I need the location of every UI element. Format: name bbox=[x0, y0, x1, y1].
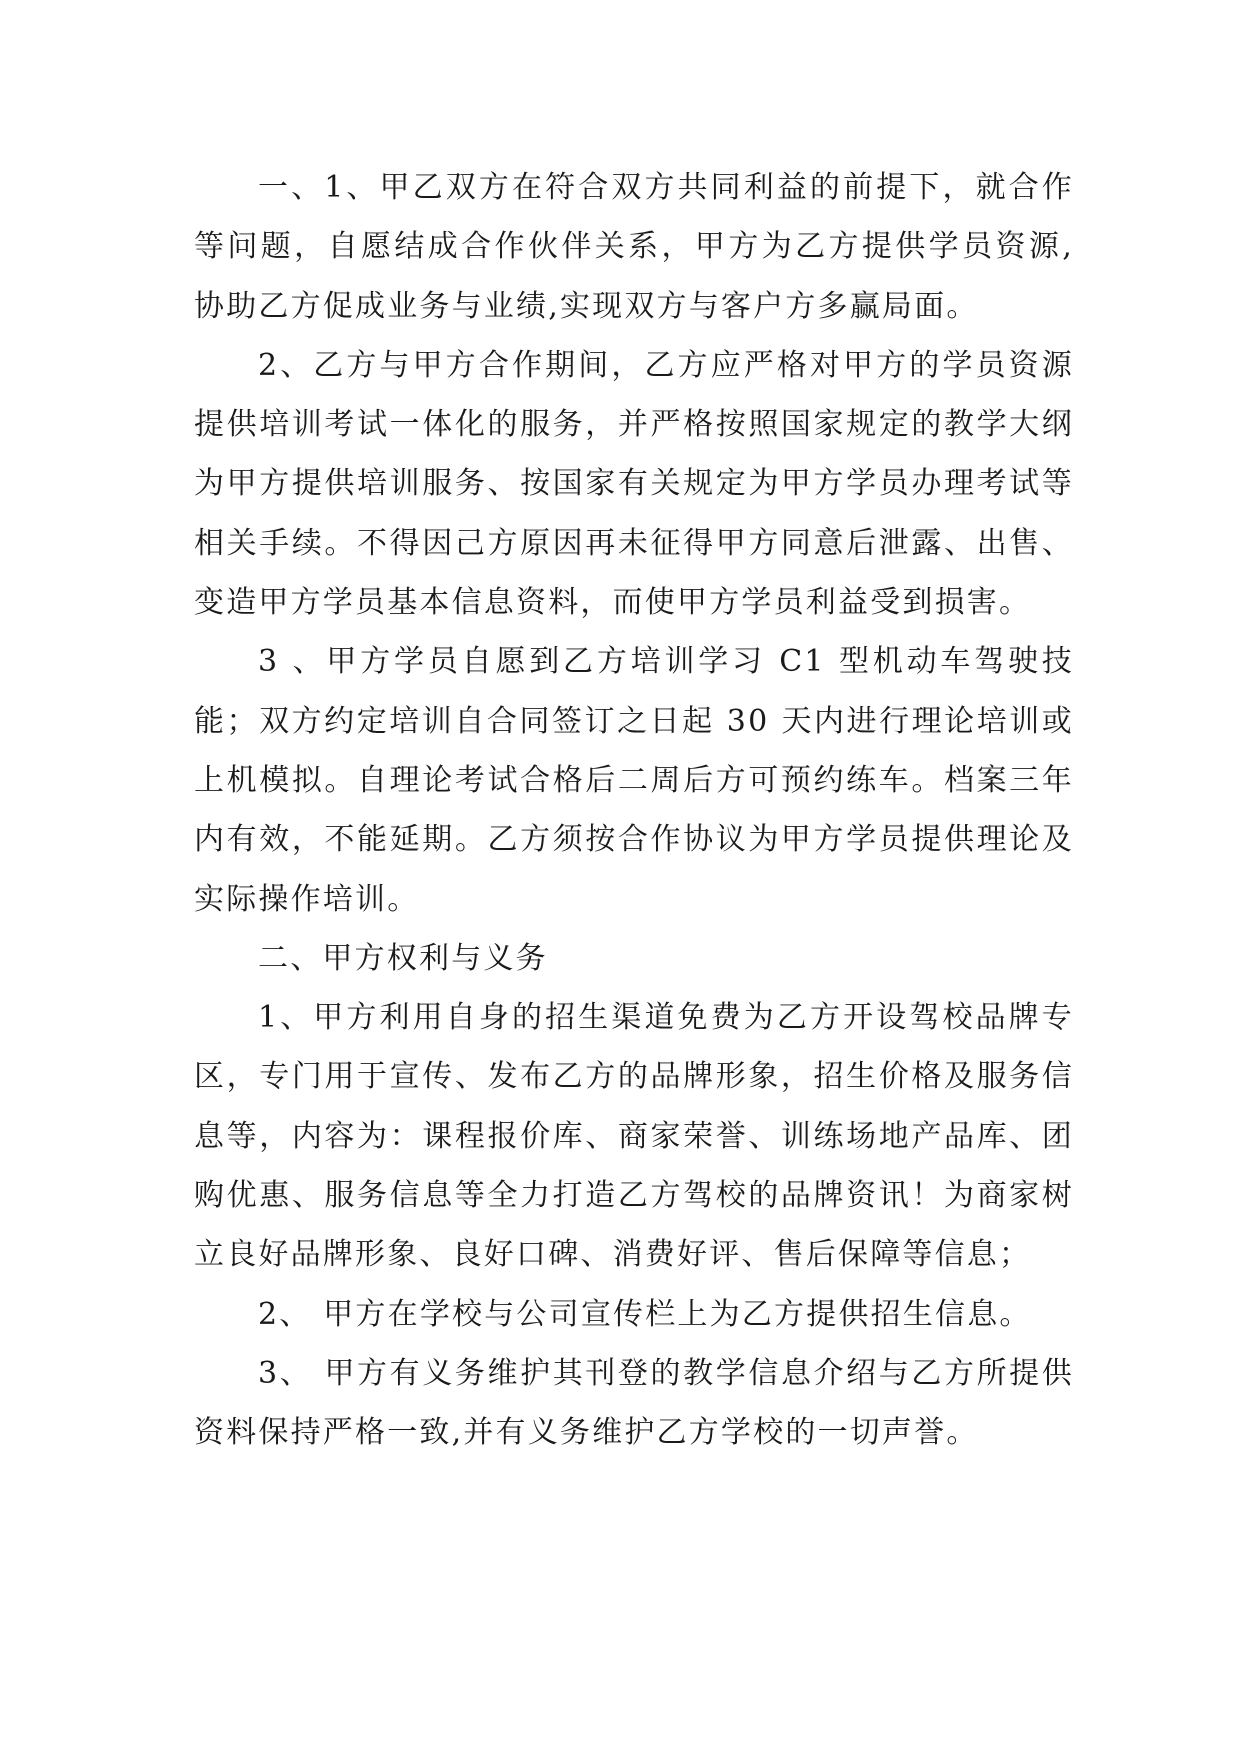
clause-1-1: 一、1、甲乙双方在符合双方共同利益的前提下，就合作等问题，自愿结成合作伙伴关系，甲方为乙方提供学员资源,协助乙方促成业务与业绩,实现双方与客户方多赢局面。 bbox=[194, 170, 1074, 324]
clause-1-2: 2、乙方与甲方合作期间，乙方应严格对甲方的学员资源提供培训考试一体化的服务，并严格按照国家规定的教学大纲为甲方提供培训服务、按国家有关规定为甲方学员办理考试等相关手续。不得因己方原因再未征得甲方同意后泄露、出售、变造甲方学员基本信息资料，而使甲方学员利益受到损害。 bbox=[194, 347, 1074, 621]
clause-2-2: 2、 甲方在学校与公司宣传栏上为乙方提供招生信息。 bbox=[258, 1296, 1032, 1332]
document-body bbox=[194, 158, 1074, 1463]
clause-2-3: 3、 甲方有义务维护其刊登的教学信息介绍与乙方所提供资料保持严格一致,并有义务维护乙方学校的一切声誉。 bbox=[194, 1355, 1074, 1451]
clause-2-1: 1、甲方利用自身的招生渠道免费为乙方开设驾校品牌专区，专门用于宣传、发布乙方的品牌形象，招生价格及服务信息等，内容为：课程报价库、商家荣誉、训练场地产品库、团购优惠、服务信息等全力打造乙方驾校的品牌资讯！为商家树立良好品牌形象、良好口碑、消费好评、售后保障等信息； bbox=[194, 1000, 1074, 1273]
section-heading-party-a-rights: 二、甲方权利与义务 bbox=[258, 940, 548, 976]
clause-1-3: 3 、甲方学员自愿到乙方培训学习 C1 型机动车驾驶技能；双方约定培训自合同签订之日起 30 天内进行理论培训或上机模拟。自理论考试合格后二周后方可预约练车。档案三年内有效，不能延期。乙方须按合作协议为甲方学员提供理论及实际操作培训。 bbox=[194, 644, 1074, 917]
